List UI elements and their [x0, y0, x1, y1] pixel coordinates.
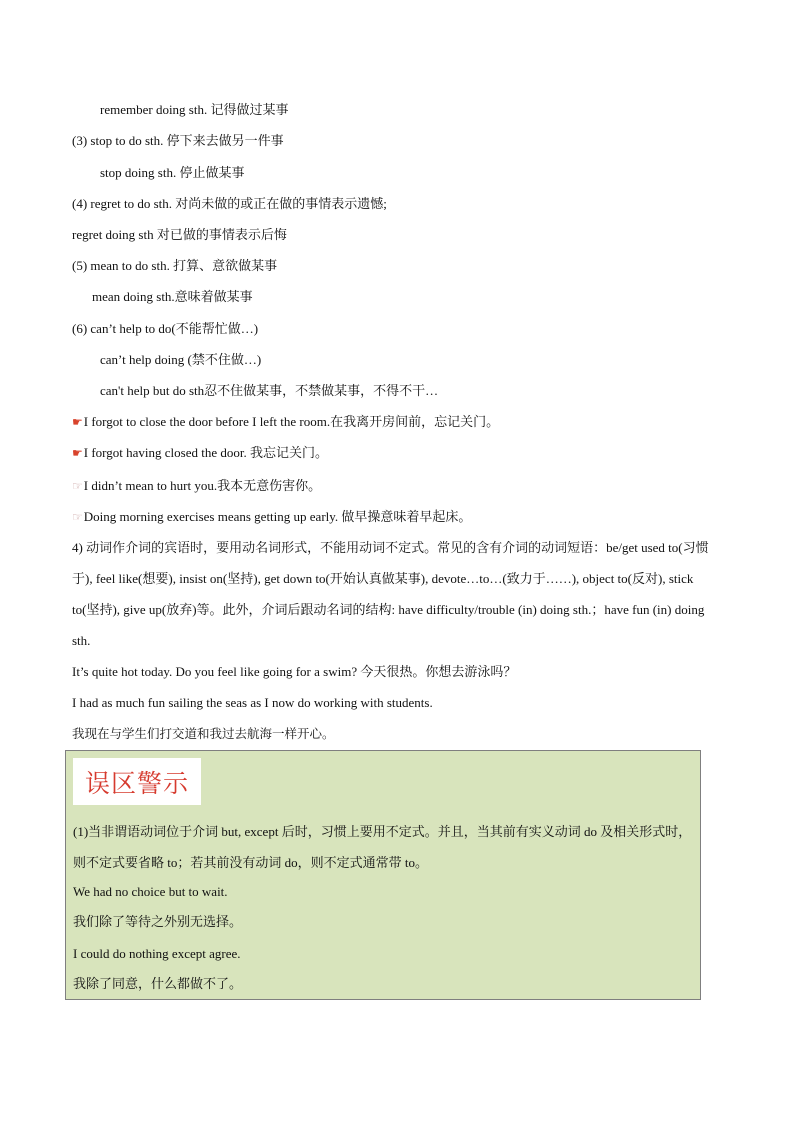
example-text: I forgot having closed the door. 我忘记关门。 — [83, 445, 328, 460]
usage-line-cant-help-but: can't help but do sth忍不住做某事，不禁做某事，不得不干… — [100, 383, 439, 398]
usage-line-stop-to-do: (3) stop to do sth. 停下来去做另一件事 — [72, 133, 284, 148]
example-line — [72, 444, 722, 462]
usage-line-remember-doing: remember doing sth. 记得做过某事 — [100, 102, 289, 117]
warning-box — [65, 750, 701, 1000]
usage-line-stop-doing: stop doing sth. 停止做某事 — [100, 165, 245, 180]
usage-line-mean-to-do: (5) mean to do sth. 打算、意欲做某事 — [72, 258, 278, 273]
warning-rule: (1)当非谓语动词位于介词 but, except 后时，习惯上要用不定式。并且，当其前有实义动词 do 及相关形式时，则不定式要省略 to；若其前没有动词 do，则不定式通常带 to。 — [73, 824, 692, 870]
warning-example-1: We had no choice but to wait. — [73, 884, 228, 899]
rule-paragraph-4: 4) 动词作介词的宾语时，要用动名词形式，不能用动词不定式。常见的含有介词的动词短语：be/get used to(习惯于), feel like(想要), insist on(坚持), get down to(开始认真做某事), devote…to…(致力于……), object to(反对), stick to(坚持), give up(放弃)等。此外，介词后跟动名词的结构: have difficulty/trouble (in) doing sth.；have fun (in) doing sth. — [72, 540, 709, 648]
usage-line-cant-help-doing: can’t help doing (禁不住做…) — [100, 352, 262, 367]
example-text: I forgot to close the door before I left the room.在我离开房间前，忘记关门。 — [83, 414, 500, 429]
warning-example-2-translation: 我除了同意，什么都做不了。 — [73, 977, 243, 992]
pointing-hand-icon: ☛ — [72, 446, 83, 460]
example-line — [72, 508, 722, 526]
usage-line-cant-help-to-do: (6) can’t help to do(不能帮忙做…) — [72, 321, 259, 336]
usage-line-regret-doing: regret doing sth 对已做的事情表示后悔 — [72, 227, 287, 242]
example-sentence-2: I had as much fun sailing the seas as I now do working with students. — [72, 695, 433, 710]
pointing-hand-icon: ☞ — [72, 479, 83, 493]
example-sentence-1: It’s quite hot today. Do you feel like going for a swim? 今天很热。你想去游泳吗？ — [72, 664, 517, 679]
warning-example-1-translation: 我们除了等待之外别无选择。 — [73, 915, 243, 930]
pointing-hand-icon: ☞ — [72, 510, 83, 524]
warning-example-2: I could do nothing except agree. — [73, 946, 241, 961]
example-text: I didn’t mean to hurt you.我本无意伤害你。 — [83, 478, 322, 493]
example-sentence-2-translation: 我现在与学生们打交道和我过去航海一样开心。 — [72, 726, 335, 741]
pointing-hand-icon: ☛ — [72, 415, 83, 429]
warning-logo: 误区警示 — [73, 758, 201, 805]
usage-line-regret-to-do: (4) regret to do sth. 对尚未做的或正在做的事情表示遗憾; — [72, 196, 387, 211]
example-line — [72, 413, 722, 431]
example-line — [72, 477, 722, 495]
usage-line-mean-doing: mean doing sth.意味着做某事 — [92, 289, 253, 304]
example-text: Doing morning exercises means getting up early. 做早操意味着早起床。 — [83, 509, 472, 524]
